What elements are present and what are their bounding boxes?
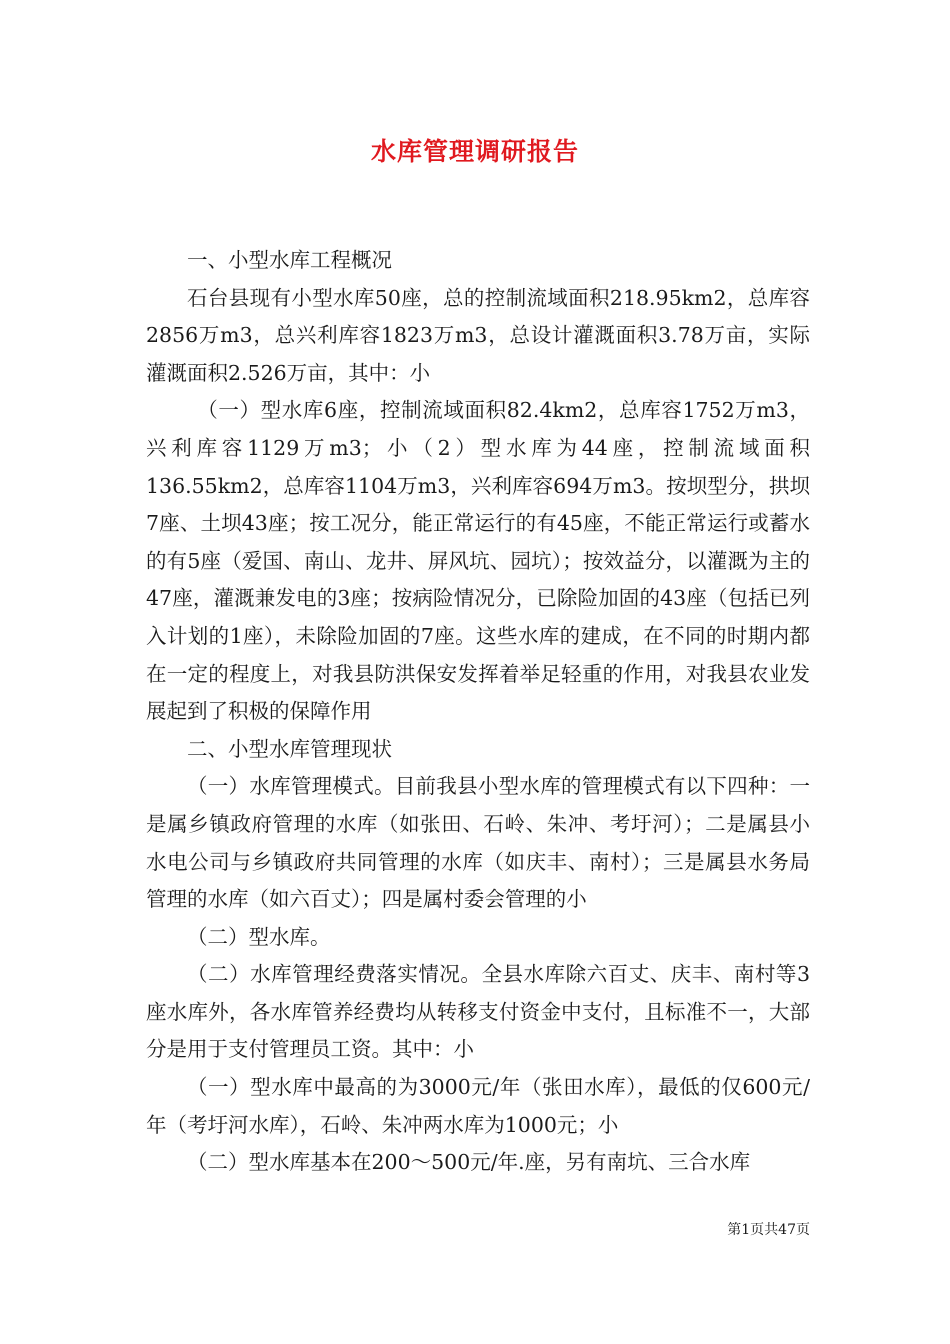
section-heading-1: 一、小型水库工程概况: [187, 248, 392, 272]
paragraph-type-reservoir: （二）型水库。: [187, 924, 331, 949]
paragraph-overview: 石台县现有小型水库50座，总的控制流域面积218.95km2，总库容2856万m3，总兴利库容1823万m3，总设计灌溉面积3.78万亩，实际灌溉面积2.526万亩，其中：小: [146, 285, 810, 385]
paragraph-funding: （二）水库管理经费落实情况。全县水库除六百丈、庆丰、南村等3座水库外，各水库管养经费均从转移支付资金中支付，且标准不一，大部分是用于支付管理员工资。其中：小: [146, 962, 810, 1062]
paragraph-funding-type1: （一）型水库中最高的为3000元/年（张田水库），最低的仅600元/年（考圩河水库），石岭、朱冲两水库为1000元；小: [146, 1075, 810, 1137]
page-number: 第1页共47页: [727, 1222, 810, 1238]
paragraph-management-mode: （一）水库管理模式。目前我县小型水库的管理模式有以下四种：一是属乡镇政府管理的水库（如张田、石岭、朱冲、考圩河）；二是属县小水电公司与乡镇政府共同管理的水库（如庆丰、南村）；三是属县水务局管理的水库（如六百丈）；四是属村委会管理的小: [146, 774, 810, 912]
paragraph-reservoir-stats: （一）型水库6座，控制流域面积82.4km2，总库容1752万m3，兴利库容1129万m3；小（2）型水库为44座，控制流域面积136.55km2，总库容1104万m3，兴利库容694万m3。按坝型分，拱坝7座、土坝43座；按工况分，能正常运行的有45座，不能正常运行或蓄水的有5座（爱国、南山、龙井、屏风坑、园坑）；按效益分，以灌溉为主的47座，灌溉兼发电的3座；按病险情况分，已除险加固的43座（包括已列入计划的1座），未除险加固的7座。这些水库的建成，在不同的时期内都在一定的程度上，对我县防洪保安发挥着举足轻重的作用，对我县农业发展起到了积极的保障作用: [146, 398, 810, 724]
section-heading-2: 二、小型水库管理现状: [187, 736, 392, 761]
paragraph-funding-type2: （二）型水库基本在200～500元/年.座，另有南坑、三合水库: [187, 1150, 751, 1175]
document-title: 水库管理调研报告: [370, 137, 579, 166]
document-body: [146, 242, 810, 1182]
